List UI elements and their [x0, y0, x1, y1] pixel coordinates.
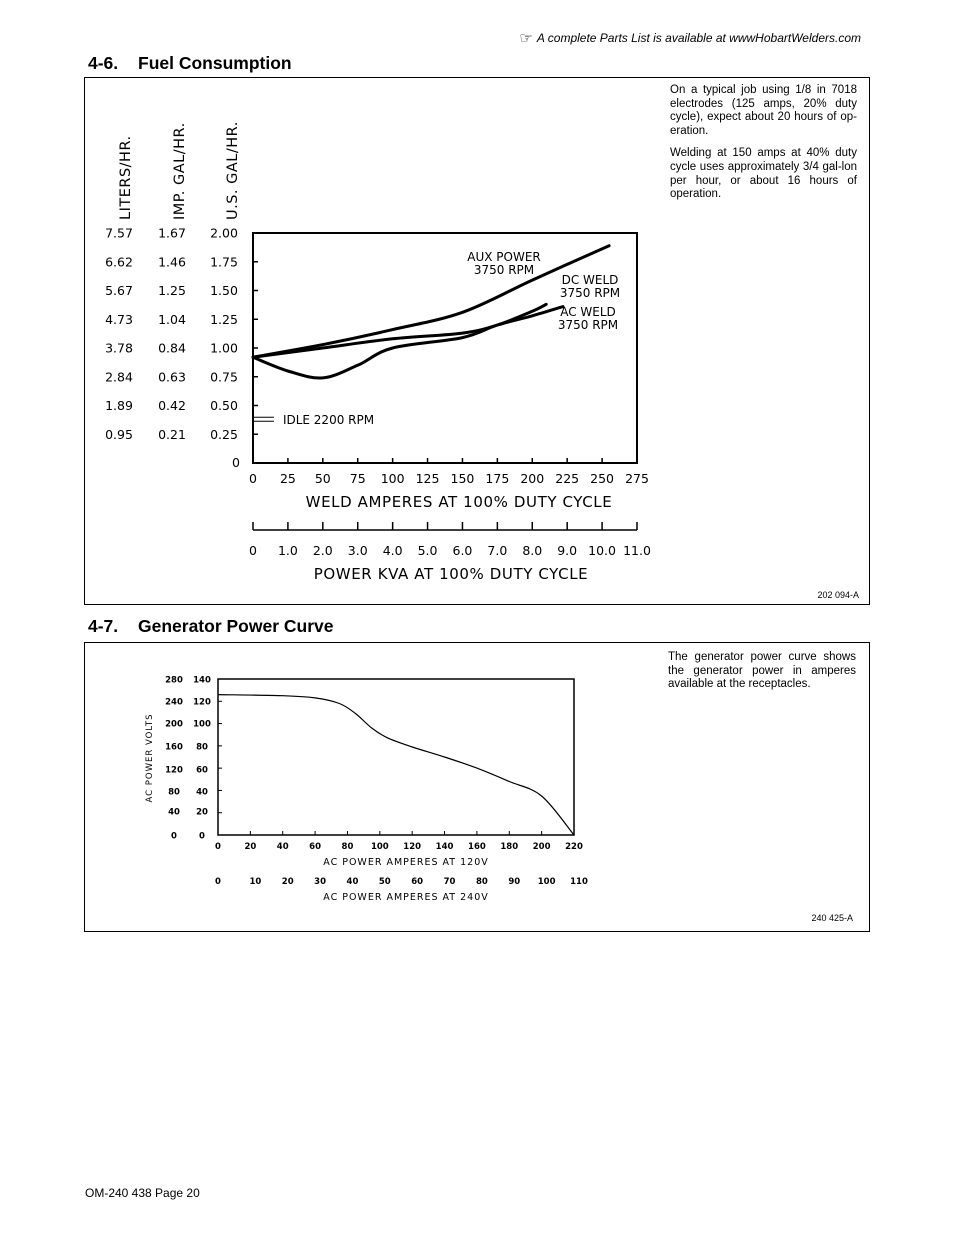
y-tick-label: 0.25 — [210, 426, 238, 442]
y-tick-label: 1.04 — [158, 311, 186, 327]
y-tick-label-left: 0 — [171, 831, 177, 842]
y-tick-label: 0.21 — [158, 426, 186, 442]
y-tick-label: 1.25 — [210, 311, 238, 327]
y-tick-label: 2.00 — [210, 225, 238, 241]
kva-tick-label: 10.0 — [588, 543, 617, 558]
y-tick-label: 5.67 — [105, 283, 133, 298]
x2-tick-label: 70 — [443, 877, 456, 887]
x-tick-label: 60 — [309, 842, 322, 852]
y-tick-label: 6.62 — [105, 254, 133, 270]
parts-list-note — [519, 28, 861, 46]
y-axis-label: U.S. GAL/HR. — [225, 121, 241, 220]
y-tick-label: 2.84 — [105, 369, 133, 385]
kva-tick-label: 2.0 — [312, 543, 333, 558]
dc-weld-label: 3750 RPM — [559, 286, 621, 300]
x-tick-label: 200 — [532, 842, 551, 852]
y-tick-label-left: 240 — [165, 697, 183, 708]
kva-tick-label: 5.0 — [417, 543, 438, 558]
x-tick-label: 80 — [341, 842, 354, 852]
generator-power-line — [218, 695, 574, 835]
x-tick-label: 50 — [314, 471, 331, 486]
y-tick-label-right: 120 — [193, 697, 211, 708]
ac-weld-label: 3750 RPM — [557, 318, 619, 332]
fuel-consumption-chart — [84, 77, 870, 603]
x-tick-label: 150 — [450, 471, 475, 486]
y-tick-label-right: 0 — [199, 831, 205, 842]
y-tick-label-left: 120 — [165, 765, 183, 776]
y-tick-label: 0.84 — [158, 340, 186, 356]
dc-weld-label: DC WELD — [561, 273, 619, 287]
y-axis-label: IMP. GAL/HR. — [172, 122, 188, 220]
kva-tick-label: 6.0 — [452, 543, 473, 558]
y-tick-label: 1.25 — [158, 283, 186, 298]
x-tick-label: 160 — [468, 842, 486, 852]
y-tick-label-right: 60 — [196, 765, 208, 776]
y-tick-label: 1.50 — [210, 283, 238, 298]
x2-tick-label: 10 — [249, 877, 262, 887]
x-tick-label: 180 — [500, 842, 519, 852]
figure-code: 202 094-A — [817, 590, 859, 600]
ac-weld-label: AC WELD — [560, 305, 616, 319]
y-axis-label: AC POWER VOLTS — [145, 713, 155, 803]
x-tick-label: 120 — [403, 842, 422, 852]
x-axis-title: WELD AMPERES AT 100% DUTY CYCLE — [305, 493, 613, 511]
kva-tick-label: 3.0 — [347, 543, 368, 558]
x-tick-label: 40 — [276, 842, 289, 852]
x-tick-label: 100 — [370, 842, 389, 852]
generator-paragraph-1: The generator power curve shows the generator power in amperes available at the receptacles. — [668, 651, 856, 691]
y-tick-label: 1.89 — [105, 398, 133, 413]
kva-tick-label: 11.0 — [623, 543, 651, 558]
x-tick-label: 25 — [279, 471, 296, 486]
x2-tick-label: 0 — [215, 877, 221, 887]
y-tick-label: 7.57 — [105, 225, 133, 241]
y-tick-label-right: 20 — [196, 807, 208, 818]
x2-tick-label: 20 — [281, 877, 294, 887]
section-heading-fuel-consumption — [88, 53, 292, 74]
x-tick-label: 175 — [485, 471, 510, 486]
x2-tick-label: 100 — [537, 877, 556, 887]
fuel-paragraph-2: Welding at 150 amps at 40% duty cycle uses approximately 3/4 gal-lon per hour, or about 16 hours of operation. — [670, 147, 857, 201]
y-tick-label-left: 160 — [165, 742, 183, 753]
y-zero-label: 0 — [232, 455, 240, 470]
kva-axis-title: POWER KVA AT 100% DUTY CYCLE — [313, 565, 589, 583]
x-tick-label: 125 — [415, 471, 440, 486]
y-tick-label-left: 280 — [165, 675, 183, 686]
y-tick-label: 1.00 — [210, 340, 238, 356]
x2-tick-label: 50 — [378, 877, 391, 887]
kva-tick-label: 1.0 — [277, 543, 298, 558]
kva-tick-label: 9.0 — [557, 543, 578, 558]
x2-tick-label: 30 — [314, 877, 327, 887]
plot-frame — [218, 679, 574, 835]
x-tick-label: 20 — [244, 842, 257, 852]
aux-power-label: AUX POWER — [467, 250, 541, 264]
y-tick-label: 1.75 — [210, 254, 238, 270]
fuel-paragraph-1: On a typical job using 1/8 in 7018 electrodes (125 amps, 20% duty cycle), expect about 20 hours of op-eration. — [670, 84, 857, 137]
y-tick-label: 1.46 — [158, 254, 186, 270]
x2-tick-label: 90 — [508, 877, 521, 887]
x-tick-label: 0 — [249, 471, 257, 486]
y-tick-label: 0.50 — [210, 398, 238, 413]
section-heading-generator-power-curve — [88, 616, 333, 637]
x-tick-label: 100 — [380, 471, 405, 486]
kva-tick-label: 8.0 — [522, 543, 543, 558]
x2-axis-title: AC POWER AMPERES AT 240V — [323, 892, 489, 903]
aux-power-line — [253, 246, 609, 358]
section-title-text: Generator Power Curve — [138, 616, 334, 636]
y-tick-label-right: 80 — [196, 742, 208, 753]
x-tick-label: 250 — [590, 471, 615, 486]
parts-list-text: A complete Parts List is available at wwwHobartWelders.com — [536, 31, 861, 45]
section-number: 4-7. — [88, 616, 119, 636]
x2-tick-label: 60 — [411, 877, 424, 887]
x2-tick-label: 110 — [570, 877, 588, 887]
kva-tick-label: 4.0 — [382, 543, 403, 558]
kva-tick-label: 7.0 — [487, 543, 508, 558]
y-tick-label: 0.42 — [158, 398, 186, 413]
y-tick-label-right: 40 — [196, 787, 208, 798]
y-tick-label-right: 140 — [193, 675, 211, 686]
aux-power-label: 3750 RPM — [473, 263, 535, 277]
y-tick-label: 1.67 — [158, 225, 186, 241]
y-tick-label: 0.95 — [105, 426, 133, 442]
x-tick-label: 225 — [555, 471, 580, 486]
x2-tick-label: 80 — [475, 877, 488, 887]
x-tick-label: 75 — [349, 471, 366, 486]
y-tick-label-left: 80 — [168, 787, 180, 798]
x-tick-label: 0 — [215, 842, 221, 852]
x-tick-label: 140 — [435, 842, 454, 852]
y-axis-label: LITERS/HR. — [118, 135, 134, 220]
y-tick-label: 0.75 — [210, 369, 238, 385]
x-tick-label: 220 — [565, 842, 583, 852]
x-axis-title: AC POWER AMPERES AT 120V — [323, 857, 489, 868]
kva-tick-label: 0 — [249, 543, 257, 558]
page-footer: OM-240 438 Page 20 — [85, 1186, 200, 1200]
y-tick-label-right: 100 — [193, 719, 211, 730]
x2-tick-label: 40 — [346, 877, 359, 887]
section-number: 4-6. — [88, 53, 119, 73]
y-tick-label: 3.78 — [105, 340, 133, 356]
pointing-hand-icon: ☞ — [519, 30, 533, 47]
y-tick-label-left: 40 — [168, 807, 180, 818]
y-tick-label-left: 200 — [165, 719, 183, 730]
x-tick-label: 275 — [625, 471, 649, 486]
generator-power-chart — [84, 642, 870, 930]
x-tick-label: 200 — [520, 471, 545, 486]
figure-code: 240 425-A — [811, 913, 853, 923]
y-tick-label: 4.73 — [105, 311, 133, 327]
idle-label: IDLE 2200 RPM — [282, 412, 375, 427]
y-tick-label: 0.63 — [158, 369, 186, 385]
section-title-text: Fuel Consumption — [138, 53, 292, 73]
